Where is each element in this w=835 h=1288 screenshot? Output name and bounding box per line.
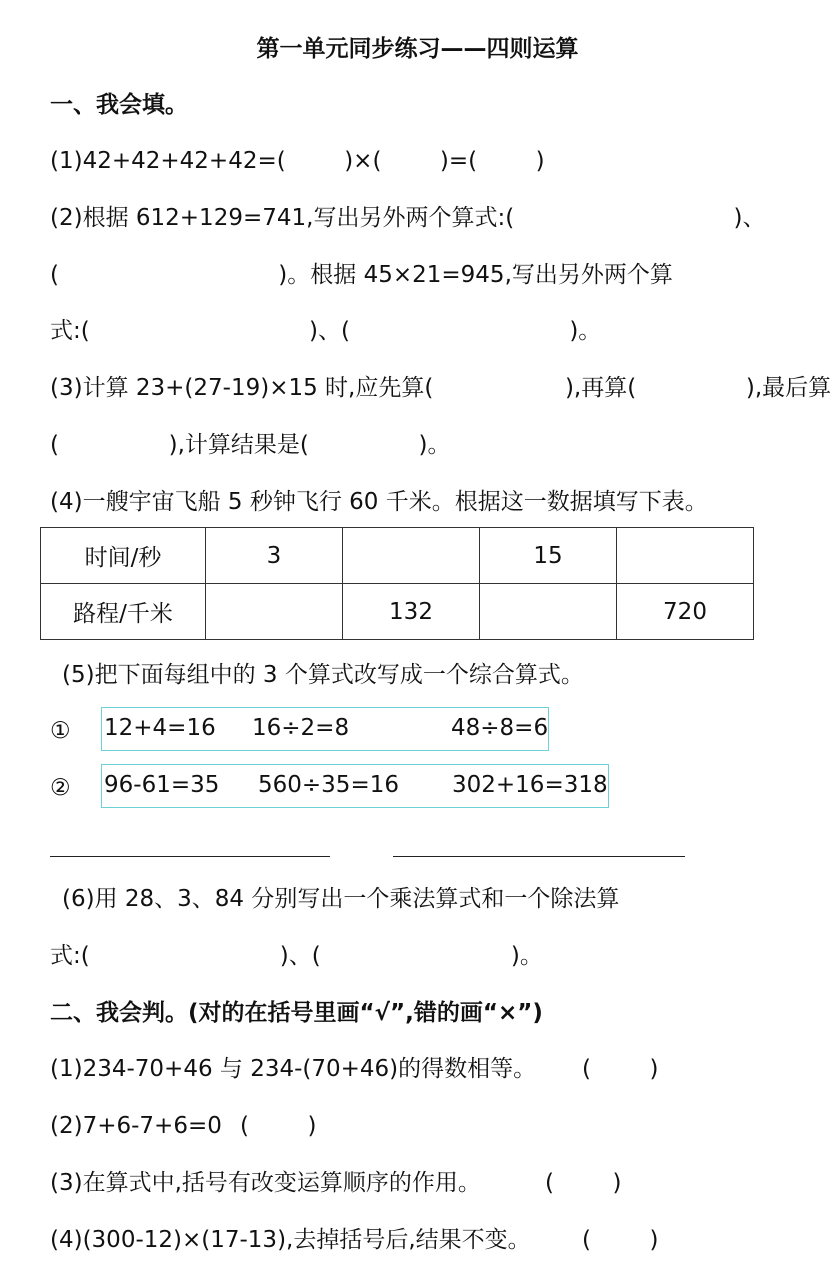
table-cell: 3: [206, 528, 343, 584]
judge-item-3: (3)在算式中,括号有改变运算顺序的作用。: [50, 1170, 481, 1196]
table-row: [41, 528, 754, 584]
question-3-line2: ( ),计算结果是( )。: [50, 432, 451, 458]
answer-line: [393, 856, 685, 857]
table-cell: [617, 528, 754, 584]
table-row: [41, 584, 754, 640]
speed-table: [40, 527, 754, 640]
judge-bracket-3: ( ): [545, 1170, 622, 1196]
judge-item-2: (2)7+6-7+6=0: [50, 1113, 222, 1139]
table-cell: [480, 584, 617, 640]
question-4: (4)一艘宇宙飞船 5 秒钟飞行 60 千米。根据这一数据填写下表。: [50, 489, 708, 515]
question-3-line1: (3)计算 23+(27-19)×15 时,应先算( ),再算( ),最后算: [50, 375, 832, 401]
judge-item-1: (1)234-70+46 与 234-(70+46)的得数相等。: [50, 1056, 537, 1082]
section1-heading: 一、我会填。: [50, 92, 188, 118]
table-cell: [206, 584, 343, 640]
table-cell: 132: [343, 584, 480, 640]
group1-equation: 48÷8=6: [451, 715, 549, 741]
question-1: (1)42+42+42+42=( )×( )=( ): [50, 148, 545, 174]
question-6-line2: 式:( )、( )。: [50, 943, 543, 969]
table-cell: 720: [617, 584, 754, 640]
question-5: (5)把下面每组中的 3 个算式改写成一个综合算式。: [62, 662, 584, 688]
question-2-line3: 式:( )、( )。: [50, 318, 602, 344]
question-2-line1: (2)根据 612+129=741,写出另外两个算式:( )、: [50, 205, 766, 231]
group2-equation: 560÷35=16: [258, 772, 399, 798]
group2-marker: ②: [50, 775, 71, 801]
group2-equation: 302+16=318: [452, 772, 608, 798]
page-title: 第一单元同步练习——四则运算: [256, 36, 579, 62]
group1-equation: 16÷2=8: [252, 715, 350, 741]
group2-equation: 96-61=35: [104, 772, 220, 798]
table-cell: [343, 528, 480, 584]
group1-equation: 12+4=16: [104, 715, 216, 741]
table-cell: 路程/千米: [41, 584, 206, 640]
group1-marker: ①: [50, 718, 71, 744]
judge-bracket-2: ( ): [240, 1113, 317, 1139]
table-cell: 15: [480, 528, 617, 584]
judge-item-4: (4)(300-12)×(17-13),去掉括号后,结果不变。: [50, 1227, 531, 1253]
question-2-line2: ( )。根据 45×21=945,写出另外两个算: [50, 262, 673, 288]
judge-bracket-1: ( ): [582, 1056, 659, 1082]
table-cell: 时间/秒: [41, 528, 206, 584]
answer-line: [50, 856, 330, 857]
judge-bracket-4: ( ): [582, 1227, 659, 1253]
question-6-line1: (6)用 28、3、84 分别写出一个乘法算式和一个除法算: [62, 886, 620, 912]
section2-heading: 二、我会判。(对的在括号里画“√”,错的画“×”): [50, 1000, 543, 1026]
